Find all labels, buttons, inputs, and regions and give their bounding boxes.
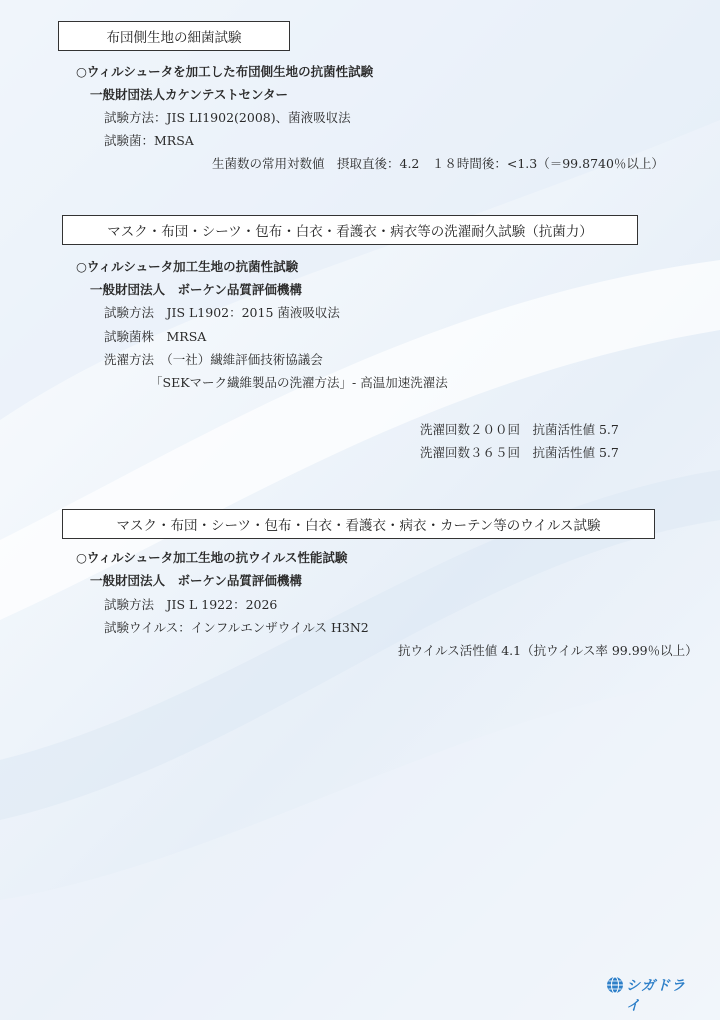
- section2-title: ○ウィルシュータ加工生地の抗菌性試験: [76, 259, 299, 274]
- section3-method: 試験方法 JIS L 1922：2026: [104, 597, 278, 612]
- section2-result-365: 洗濯回数３６５回 抗菌活性値 5.7: [420, 445, 619, 460]
- section1-org: 一般財団法人カケンテストセンター: [90, 87, 289, 102]
- section2-wash: 洗濯方法 （一社）繊維評価技術協議会: [104, 352, 323, 367]
- section3-heading: マスク・布団・シーツ・包布・白衣・看護衣・病衣・カーテン等のウイルス試験: [62, 509, 655, 539]
- company-logo: [606, 972, 698, 1014]
- section1-heading: 布団側生地の細菌試験: [58, 21, 290, 51]
- section3-title: ○ウィルシュータ加工生地の抗ウイルス性能試験: [76, 550, 348, 565]
- section3-virus: 試験ウイルス：インフルエンザウイルス H3N2: [104, 620, 369, 635]
- section1-result: 生菌数の常用対数値 摂取直後：4.2 １８時間後：<1.3（＝99.8740％以上）: [212, 156, 664, 171]
- globe-icon: [606, 976, 624, 994]
- logo-text: シガドライ: [626, 978, 686, 1014]
- section2-strain: 試験菌株 MRSA: [104, 329, 207, 344]
- section3-result: 抗ウイルス活性値 4.1（抗ウイルス率 99.99％以上）: [398, 643, 698, 658]
- section2-heading: マスク・布団・シーツ・包布・白衣・看護衣・病衣等の洗濯耐久試験（抗菌力）: [62, 215, 638, 245]
- section2-method: 試験方法 JIS L1902：2015 菌液吸収法: [104, 305, 340, 320]
- section2-org: 一般財団法人 ボーケン品質評価機構: [90, 282, 302, 297]
- section2-result-200: 洗濯回数２００回 抗菌活性値 5.7: [420, 422, 619, 437]
- section2-wash-detail: 「SEKマーク繊維製品の洗濯方法」- 高温加速洗濯法: [150, 375, 448, 390]
- section1-method: 試験方法：JIS LI1902(2008)、菌液吸収法: [104, 110, 351, 125]
- section1-title: ○ウィルシュータを加工した布団側生地の抗菌性試験: [76, 64, 374, 79]
- section3-org: 一般財団法人 ボーケン品質評価機構: [90, 573, 302, 588]
- section1-bacteria: 試験菌：MRSA: [104, 133, 194, 148]
